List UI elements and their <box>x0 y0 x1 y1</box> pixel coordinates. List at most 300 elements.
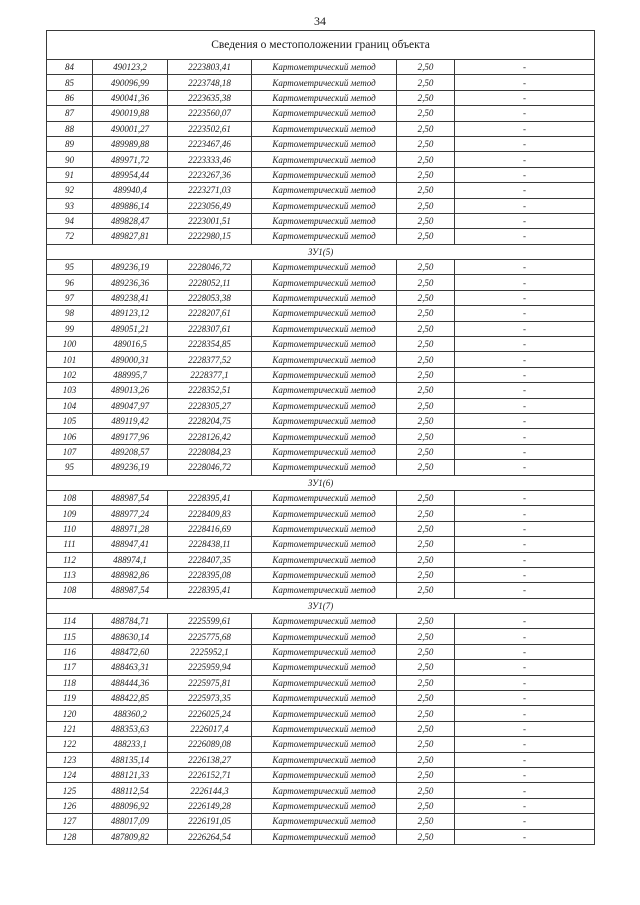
point-number-cell: 91 <box>47 167 93 182</box>
point-number-cell: 95 <box>47 260 93 275</box>
point-number-cell: 85 <box>47 75 93 90</box>
method-cell: Картометрический метод <box>252 798 397 813</box>
table-row <box>47 136 595 151</box>
table-row <box>47 90 595 105</box>
y-coordinate-cell: 2226138,27 <box>168 752 252 767</box>
x-coordinate-cell: 488974,1 <box>93 552 168 567</box>
accuracy-cell: 2,50 <box>397 614 455 629</box>
point-number-cell: 118 <box>47 675 93 690</box>
point-number-cell: 98 <box>47 306 93 321</box>
description-cell: - <box>455 552 595 567</box>
accuracy-cell: 2,50 <box>397 829 455 844</box>
description-cell: - <box>455 275 595 290</box>
x-coordinate-cell: 488135,14 <box>93 752 168 767</box>
x-coordinate-cell: 489971,72 <box>93 152 168 167</box>
description-cell: - <box>455 644 595 659</box>
method-cell: Картометрический метод <box>252 444 397 459</box>
accuracy-cell: 2,50 <box>397 660 455 675</box>
y-coordinate-cell: 2225599,61 <box>168 614 252 629</box>
accuracy-cell: 2,50 <box>397 290 455 305</box>
accuracy-cell: 2,50 <box>397 521 455 536</box>
x-coordinate-cell: 488121,33 <box>93 767 168 782</box>
accuracy-cell: 2,50 <box>397 60 455 75</box>
point-number-cell: 120 <box>47 706 93 721</box>
y-coordinate-cell: 2228204,75 <box>168 413 252 428</box>
point-number-cell: 119 <box>47 691 93 706</box>
accuracy-cell: 2,50 <box>397 767 455 782</box>
y-coordinate-cell: 2223467,46 <box>168 136 252 151</box>
method-cell: Картометрический метод <box>252 490 397 505</box>
point-number-cell: 101 <box>47 352 93 367</box>
y-coordinate-cell: 2223502,61 <box>168 121 252 136</box>
method-cell: Картометрический метод <box>252 198 397 213</box>
table-row <box>47 583 595 598</box>
method-cell: Картометрический метод <box>252 60 397 75</box>
accuracy-cell: 2,50 <box>397 691 455 706</box>
x-coordinate-cell: 488353,63 <box>93 721 168 736</box>
x-coordinate-cell: 490001,27 <box>93 121 168 136</box>
section-label: ЗУ1(5) <box>47 244 595 259</box>
accuracy-cell: 2,50 <box>397 275 455 290</box>
x-coordinate-cell: 488987,54 <box>93 490 168 505</box>
method-cell: Картометрический метод <box>252 306 397 321</box>
y-coordinate-cell: 2222980,15 <box>168 229 252 244</box>
description-cell: - <box>455 583 595 598</box>
point-number-cell: 99 <box>47 321 93 336</box>
description-cell: - <box>455 213 595 228</box>
accuracy-cell: 2,50 <box>397 814 455 829</box>
point-number-cell: 128 <box>47 829 93 844</box>
method-cell: Картометрический метод <box>252 583 397 598</box>
y-coordinate-cell: 2225975,81 <box>168 675 252 690</box>
method-cell: Картометрический метод <box>252 829 397 844</box>
x-coordinate-cell: 489177,96 <box>93 429 168 444</box>
description-cell: - <box>455 398 595 413</box>
section-header-row <box>47 475 595 490</box>
table-row <box>47 490 595 505</box>
method-cell: Картометрический метод <box>252 460 397 475</box>
accuracy-cell: 2,50 <box>397 383 455 398</box>
method-cell: Картометрический метод <box>252 521 397 536</box>
y-coordinate-cell: 2228052,11 <box>168 275 252 290</box>
x-coordinate-cell: 489051,21 <box>93 321 168 336</box>
y-coordinate-cell: 2228395,41 <box>168 490 252 505</box>
description-cell: - <box>455 136 595 151</box>
table-row <box>47 737 595 752</box>
x-coordinate-cell: 488947,41 <box>93 537 168 552</box>
y-coordinate-cell: 2228305,27 <box>168 398 252 413</box>
method-cell: Картометрический метод <box>252 121 397 136</box>
table-row <box>47 552 595 567</box>
accuracy-cell: 2,50 <box>397 537 455 552</box>
x-coordinate-cell: 489236,19 <box>93 260 168 275</box>
table-row <box>47 798 595 813</box>
x-coordinate-cell: 489238,41 <box>93 290 168 305</box>
point-number-cell: 115 <box>47 629 93 644</box>
method-cell: Картометрический метод <box>252 552 397 567</box>
accuracy-cell: 2,50 <box>397 398 455 413</box>
description-cell: - <box>455 198 595 213</box>
description-cell: - <box>455 229 595 244</box>
y-coordinate-cell: 2223001,51 <box>168 213 252 228</box>
y-coordinate-cell: 2228053,38 <box>168 290 252 305</box>
point-number-cell: 109 <box>47 506 93 521</box>
method-cell: Картометрический метод <box>252 290 397 305</box>
y-coordinate-cell: 2226017,4 <box>168 721 252 736</box>
x-coordinate-cell: 490019,88 <box>93 106 168 121</box>
accuracy-cell: 2,50 <box>397 90 455 105</box>
table-row <box>47 721 595 736</box>
point-number-cell: 108 <box>47 490 93 505</box>
method-cell: Картометрический метод <box>252 183 397 198</box>
description-cell: - <box>455 490 595 505</box>
y-coordinate-cell: 2226144,3 <box>168 783 252 798</box>
accuracy-cell: 2,50 <box>397 644 455 659</box>
method-cell: Картометрический метод <box>252 152 397 167</box>
table-row <box>47 444 595 459</box>
table-row <box>47 213 595 228</box>
y-coordinate-cell: 2223056,49 <box>168 198 252 213</box>
y-coordinate-cell: 2228307,61 <box>168 321 252 336</box>
table-row <box>47 767 595 782</box>
x-coordinate-cell: 490123,2 <box>93 60 168 75</box>
table-title: Сведения о местоположении границ объекта <box>47 31 595 60</box>
y-coordinate-cell: 2226191,05 <box>168 814 252 829</box>
description-cell: - <box>455 798 595 813</box>
y-coordinate-cell: 2223267,36 <box>168 167 252 182</box>
point-number-cell: 97 <box>47 290 93 305</box>
table-row <box>47 537 595 552</box>
description-cell: - <box>455 706 595 721</box>
accuracy-cell: 2,50 <box>397 198 455 213</box>
x-coordinate-cell: 488982,86 <box>93 567 168 582</box>
x-coordinate-cell: 488472,60 <box>93 644 168 659</box>
method-cell: Картометрический метод <box>252 675 397 690</box>
accuracy-cell: 2,50 <box>397 367 455 382</box>
y-coordinate-cell: 2228377,52 <box>168 352 252 367</box>
description-cell: - <box>455 321 595 336</box>
method-cell: Картометрический метод <box>252 721 397 736</box>
table-row <box>47 306 595 321</box>
y-coordinate-cell: 2228352,51 <box>168 383 252 398</box>
accuracy-cell: 2,50 <box>397 152 455 167</box>
y-coordinate-cell: 2223803,41 <box>168 60 252 75</box>
point-number-cell: 94 <box>47 213 93 228</box>
x-coordinate-cell: 489940,4 <box>93 183 168 198</box>
description-cell: - <box>455 814 595 829</box>
y-coordinate-cell: 2228416,69 <box>168 521 252 536</box>
description-cell: - <box>455 367 595 382</box>
description-cell: - <box>455 90 595 105</box>
accuracy-cell: 2,50 <box>397 136 455 151</box>
point-number-cell: 126 <box>47 798 93 813</box>
table-row <box>47 752 595 767</box>
table-row <box>47 398 595 413</box>
description-cell: - <box>455 121 595 136</box>
table-row <box>47 367 595 382</box>
point-number-cell: 110 <box>47 521 93 536</box>
table-row <box>47 829 595 844</box>
x-coordinate-cell: 489989,88 <box>93 136 168 151</box>
method-cell: Картометрический метод <box>252 413 397 428</box>
y-coordinate-cell: 2228084,23 <box>168 444 252 459</box>
description-cell: - <box>455 60 595 75</box>
method-cell: Картометрический метод <box>252 75 397 90</box>
y-coordinate-cell: 2226152,71 <box>168 767 252 782</box>
method-cell: Картометрический метод <box>252 106 397 121</box>
method-cell: Картометрический метод <box>252 814 397 829</box>
method-cell: Картометрический метод <box>252 213 397 228</box>
description-cell: - <box>455 752 595 767</box>
x-coordinate-cell: 488977,24 <box>93 506 168 521</box>
table-row <box>47 429 595 444</box>
x-coordinate-cell: 490041,36 <box>93 90 168 105</box>
x-coordinate-cell: 489047,97 <box>93 398 168 413</box>
description-cell: - <box>455 614 595 629</box>
point-number-cell: 104 <box>47 398 93 413</box>
description-cell: - <box>455 260 595 275</box>
x-coordinate-cell: 488971,28 <box>93 521 168 536</box>
description-cell: - <box>455 767 595 782</box>
accuracy-cell: 2,50 <box>397 183 455 198</box>
description-cell: - <box>455 521 595 536</box>
table-row <box>47 644 595 659</box>
accuracy-cell: 2,50 <box>397 506 455 521</box>
accuracy-cell: 2,50 <box>397 706 455 721</box>
point-number-cell: 89 <box>47 136 93 151</box>
accuracy-cell: 2,50 <box>397 583 455 598</box>
table-row <box>47 783 595 798</box>
x-coordinate-cell: 489016,5 <box>93 337 168 352</box>
table-row <box>47 337 595 352</box>
description-cell: - <box>455 183 595 198</box>
method-cell: Картометрический метод <box>252 352 397 367</box>
description-cell: - <box>455 106 595 121</box>
y-coordinate-cell: 2223333,46 <box>168 152 252 167</box>
y-coordinate-cell: 2228407,35 <box>168 552 252 567</box>
point-number-cell: 116 <box>47 644 93 659</box>
method-cell: Картометрический метод <box>252 660 397 675</box>
x-coordinate-cell: 489208,57 <box>93 444 168 459</box>
table-row <box>47 260 595 275</box>
point-number-cell: 84 <box>47 60 93 75</box>
point-number-cell: 127 <box>47 814 93 829</box>
method-cell: Картометрический метод <box>252 644 397 659</box>
point-number-cell: 124 <box>47 767 93 782</box>
accuracy-cell: 2,50 <box>397 306 455 321</box>
x-coordinate-cell: 488112,54 <box>93 783 168 798</box>
method-cell: Картометрический метод <box>252 537 397 552</box>
accuracy-cell: 2,50 <box>397 460 455 475</box>
point-number-cell: 111 <box>47 537 93 552</box>
description-cell: - <box>455 75 595 90</box>
x-coordinate-cell: 488096,92 <box>93 798 168 813</box>
table-row <box>47 460 595 475</box>
x-coordinate-cell: 489013,26 <box>93 383 168 398</box>
x-coordinate-cell: 489000,31 <box>93 352 168 367</box>
description-cell: - <box>455 337 595 352</box>
table-row <box>47 691 595 706</box>
description-cell: - <box>455 829 595 844</box>
point-number-cell: 122 <box>47 737 93 752</box>
y-coordinate-cell: 2225973,35 <box>168 691 252 706</box>
point-number-cell: 113 <box>47 567 93 582</box>
point-number-cell: 125 <box>47 783 93 798</box>
table-row <box>47 75 595 90</box>
accuracy-cell: 2,50 <box>397 721 455 736</box>
section-label: ЗУ1(6) <box>47 475 595 490</box>
y-coordinate-cell: 2228377,1 <box>168 367 252 382</box>
accuracy-cell: 2,50 <box>397 429 455 444</box>
x-coordinate-cell: 488784,71 <box>93 614 168 629</box>
description-cell: - <box>455 537 595 552</box>
y-coordinate-cell: 2223635,38 <box>168 90 252 105</box>
point-number-cell: 112 <box>47 552 93 567</box>
method-cell: Картометрический метод <box>252 167 397 182</box>
x-coordinate-cell: 489236,19 <box>93 460 168 475</box>
table-row <box>47 183 595 198</box>
description-cell: - <box>455 691 595 706</box>
description-cell: - <box>455 290 595 305</box>
method-cell: Картометрический метод <box>252 567 397 582</box>
description-cell: - <box>455 383 595 398</box>
accuracy-cell: 2,50 <box>397 337 455 352</box>
table-row <box>47 106 595 121</box>
method-cell: Картометрический метод <box>252 367 397 382</box>
table-row <box>47 198 595 213</box>
method-cell: Картометрический метод <box>252 706 397 721</box>
description-cell: - <box>455 783 595 798</box>
table-row <box>47 383 595 398</box>
x-coordinate-cell: 488995,7 <box>93 367 168 382</box>
description-cell: - <box>455 567 595 582</box>
point-number-cell: 107 <box>47 444 93 459</box>
method-cell: Картометрический метод <box>252 783 397 798</box>
method-cell: Картометрический метод <box>252 136 397 151</box>
table-row <box>47 352 595 367</box>
x-coordinate-cell: 489236,36 <box>93 275 168 290</box>
point-number-cell: 106 <box>47 429 93 444</box>
y-coordinate-cell: 2225775,68 <box>168 629 252 644</box>
accuracy-cell: 2,50 <box>397 260 455 275</box>
accuracy-cell: 2,50 <box>397 737 455 752</box>
table-row <box>47 290 595 305</box>
accuracy-cell: 2,50 <box>397 413 455 428</box>
accuracy-cell: 2,50 <box>397 352 455 367</box>
y-coordinate-cell: 2228409,83 <box>168 506 252 521</box>
y-coordinate-cell: 2228438,11 <box>168 537 252 552</box>
description-cell: - <box>455 167 595 182</box>
method-cell: Картометрический метод <box>252 429 397 444</box>
accuracy-cell: 2,50 <box>397 629 455 644</box>
method-cell: Картометрический метод <box>252 691 397 706</box>
description-cell: - <box>455 413 595 428</box>
method-cell: Картометрический метод <box>252 614 397 629</box>
method-cell: Картометрический метод <box>252 752 397 767</box>
accuracy-cell: 2,50 <box>397 229 455 244</box>
accuracy-cell: 2,50 <box>397 75 455 90</box>
method-cell: Картометрический метод <box>252 260 397 275</box>
description-cell: - <box>455 660 595 675</box>
table-row <box>47 614 595 629</box>
x-coordinate-cell: 487809,82 <box>93 829 168 844</box>
section-header-row <box>47 244 595 259</box>
description-cell: - <box>455 721 595 736</box>
point-number-cell: 102 <box>47 367 93 382</box>
accuracy-cell: 2,50 <box>397 167 455 182</box>
point-number-cell: 121 <box>47 721 93 736</box>
description-cell: - <box>455 629 595 644</box>
table-row <box>47 413 595 428</box>
method-cell: Картометрический метод <box>252 90 397 105</box>
description-cell: - <box>455 352 595 367</box>
accuracy-cell: 2,50 <box>397 675 455 690</box>
method-cell: Картометрический метод <box>252 737 397 752</box>
y-coordinate-cell: 2223560,07 <box>168 106 252 121</box>
x-coordinate-cell: 489954,44 <box>93 167 168 182</box>
y-coordinate-cell: 2228354,85 <box>168 337 252 352</box>
y-coordinate-cell: 2225959,94 <box>168 660 252 675</box>
accuracy-cell: 2,50 <box>397 783 455 798</box>
description-cell: - <box>455 306 595 321</box>
method-cell: Картометрический метод <box>252 383 397 398</box>
description-cell: - <box>455 152 595 167</box>
point-number-cell: 90 <box>47 152 93 167</box>
x-coordinate-cell: 489123,12 <box>93 306 168 321</box>
point-number-cell: 95 <box>47 460 93 475</box>
y-coordinate-cell: 2226025,24 <box>168 706 252 721</box>
method-cell: Картометрический метод <box>252 767 397 782</box>
description-cell: - <box>455 429 595 444</box>
point-number-cell: 87 <box>47 106 93 121</box>
table-row <box>47 60 595 75</box>
table-row <box>47 567 595 582</box>
section-label: ЗУ1(7) <box>47 598 595 613</box>
table-title-row <box>47 31 595 60</box>
description-cell: - <box>455 675 595 690</box>
point-number-cell: 105 <box>47 413 93 428</box>
boundary-coordinates-table <box>46 30 595 845</box>
method-cell: Картометрический метод <box>252 398 397 413</box>
page-number: 34 <box>314 14 326 28</box>
accuracy-cell: 2,50 <box>397 552 455 567</box>
accuracy-cell: 2,50 <box>397 121 455 136</box>
point-number-cell: 92 <box>47 183 93 198</box>
accuracy-cell: 2,50 <box>397 106 455 121</box>
table-row <box>47 521 595 536</box>
point-number-cell: 93 <box>47 198 93 213</box>
description-cell: - <box>455 506 595 521</box>
description-cell: - <box>455 444 595 459</box>
y-coordinate-cell: 2223748,18 <box>168 75 252 90</box>
method-cell: Картометрический метод <box>252 506 397 521</box>
accuracy-cell: 2,50 <box>397 321 455 336</box>
description-cell: - <box>455 737 595 752</box>
accuracy-cell: 2,50 <box>397 444 455 459</box>
table-row <box>47 152 595 167</box>
point-number-cell: 108 <box>47 583 93 598</box>
y-coordinate-cell: 2226089,08 <box>168 737 252 752</box>
point-number-cell: 72 <box>47 229 93 244</box>
table-row <box>47 629 595 644</box>
x-coordinate-cell: 489119,42 <box>93 413 168 428</box>
x-coordinate-cell: 489886,14 <box>93 198 168 213</box>
accuracy-cell: 2,50 <box>397 213 455 228</box>
method-cell: Картометрический метод <box>252 337 397 352</box>
x-coordinate-cell: 488630,14 <box>93 629 168 644</box>
x-coordinate-cell: 489828,47 <box>93 213 168 228</box>
point-number-cell: 96 <box>47 275 93 290</box>
